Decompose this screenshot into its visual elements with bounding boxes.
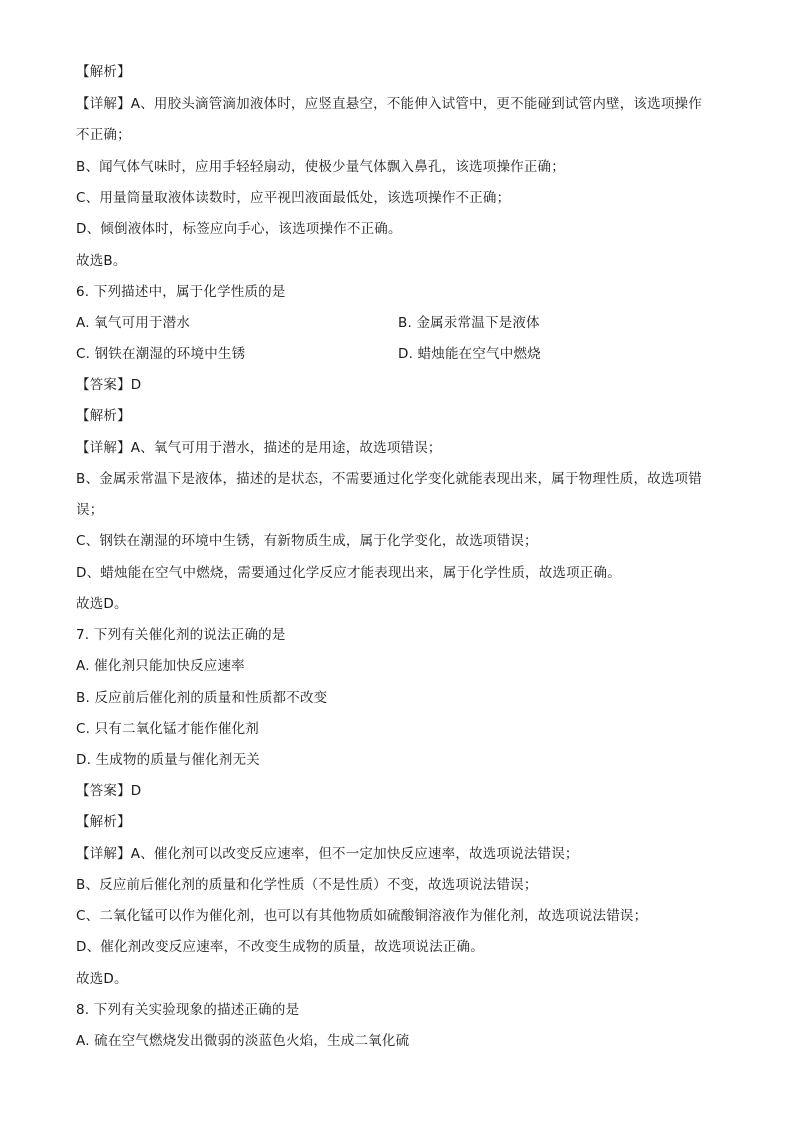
detail-text: B、闻气体气味时，应用手轻轻扇动，使极少量气体飘入鼻孔，该选项操作正确；	[76, 159, 565, 175]
answer-label: 【答案】D	[76, 783, 142, 799]
question-8-option-a: A. 硫在空气燃烧发出微弱的淡蓝色火焰，生成二氧化硫	[76, 1033, 410, 1049]
conclusion-text: 故选B。	[76, 253, 127, 269]
analysis-label: 【解析】	[76, 408, 131, 424]
question-7-option-b: B. 反应前后催化剂的质量和性质都不改变	[76, 690, 328, 706]
question-7-stem: 7. 下列有关催化剂的说法正确的是	[76, 627, 286, 643]
detail-text: D、蜡烛能在空气中燃烧，需要通过化学反应才能表现出来，属于化学性质，故选项正确。	[76, 565, 621, 581]
analysis-label: 【解析】	[76, 814, 131, 830]
detail-text: D、催化剂改变反应速率，不改变生成物的质量，故选项说法正确。	[76, 939, 484, 955]
question-6-option-d: D. 蜡烛能在空气中燃烧	[398, 346, 541, 362]
detail-text: 不正确；	[76, 127, 131, 143]
conclusion-text: 故选D。	[76, 596, 128, 612]
detail-text: 误；	[76, 502, 104, 518]
question-6-option-c: C. 钢铁在潮湿的环境中生锈	[76, 346, 246, 362]
detail-text: 【详解】A、氧气可用于潜水，描述的是用途，故选项错误；	[76, 440, 442, 456]
analysis-label: 【解析】	[76, 64, 131, 80]
question-7-option-c: C. 只有二氧化锰才能作催化剂	[76, 721, 260, 737]
question-7-option-a: A. 催化剂只能加快反应速率	[76, 658, 245, 674]
detail-text: 【详解】A、催化剂可以改变反应速率，但不一定加快反应速率，故选项说法错误；	[76, 846, 579, 862]
answer-label: 【答案】D	[76, 377, 142, 393]
detail-text: B、金属汞常温下是液体，描述的是状态，不需要通过化学变化就能表现出来，属于物理性质，故选项错	[76, 471, 702, 487]
detail-text: D、倾倒液体时，标签应向手心，该选项操作不正确。	[76, 221, 402, 237]
detail-text: C、二氧化锰可以作为催化剂，也可以有其他物质如硫酸铜溶液作为催化剂，故选项说法错误；	[76, 908, 648, 924]
detail-text: 【详解】A、用胶头滴管滴加液体时，应竖直悬空，不能伸入试管中，更不能碰到试管内壁，该选项操作	[76, 96, 702, 112]
question-6-stem: 6. 下列描述中，属于化学性质的是	[76, 284, 286, 300]
detail-text: C、钢铁在潮湿的环境中生锈，有新物质生成，属于化学变化，故选项错误；	[76, 533, 538, 549]
question-8-stem: 8. 下列有关实验现象的描述正确的是	[76, 1002, 300, 1018]
question-7-option-d: D. 生成物的质量与催化剂无关	[76, 752, 260, 768]
conclusion-text: 故选D。	[76, 971, 128, 987]
detail-text: C、用量筒量取液体读数时，应平视凹液面最低处，该选项操作不正确；	[76, 190, 511, 206]
question-6-option-b: B. 金属汞常温下是液体	[398, 315, 540, 331]
question-6-option-a: A. 氧气可用于潜水	[76, 315, 191, 331]
detail-text: B、反应前后催化剂的质量和化学性质（不是性质）不变，故选项说法错误；	[76, 877, 538, 893]
